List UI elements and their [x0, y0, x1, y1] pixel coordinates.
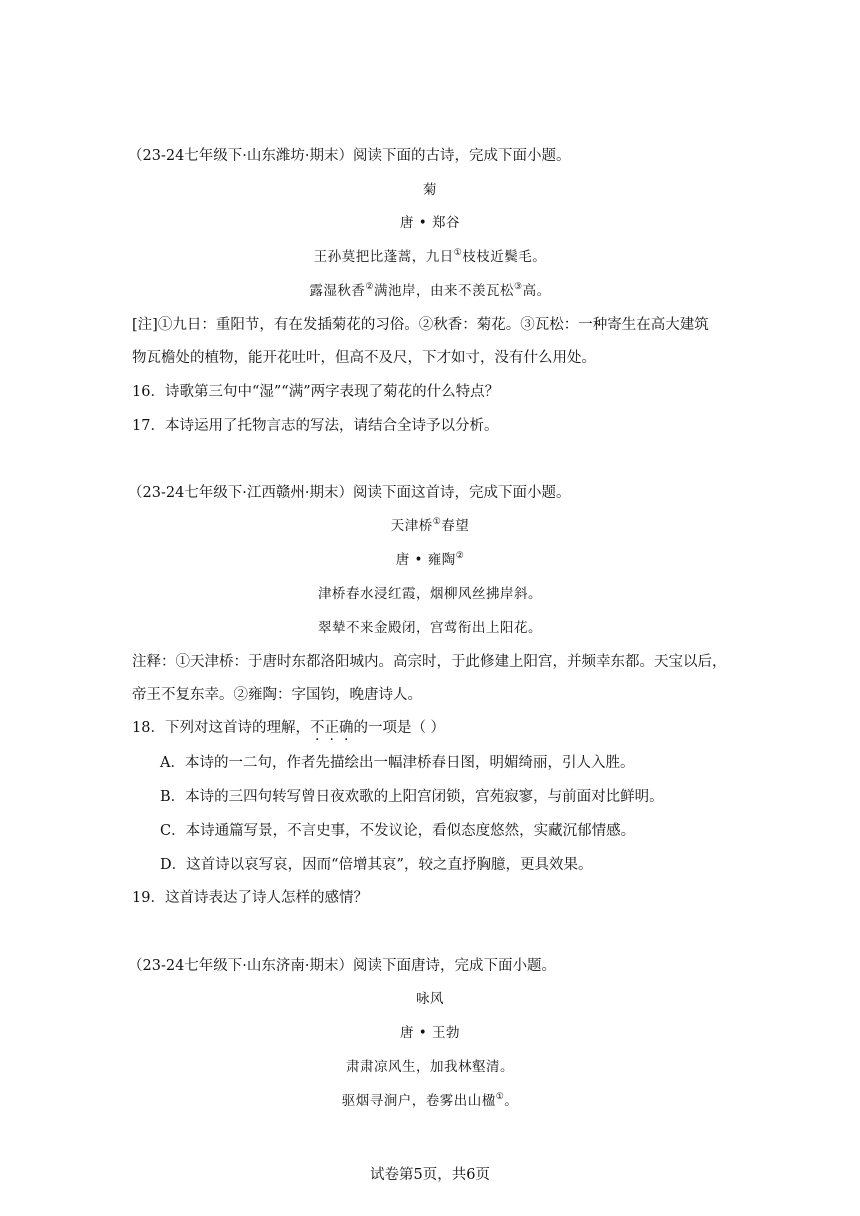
question-16: 16．诗歌第三句中“湿”“满”两字表现了菊花的什么特点？ [132, 384, 500, 400]
poem1-title: 菊 [423, 182, 437, 198]
emphasis-dot-char: 确 [338, 720, 354, 736]
poem2-line1: 津桥春水浸红霞，烟柳风丝拂岸斜。 [318, 586, 542, 602]
section2-intro: （23-24七年级下·江西赣州·期末）阅读下面这首诗，完成下面小题。 [128, 485, 571, 501]
poem2-title: 天津桥①春望 [390, 517, 470, 534]
option-c: C．本诗通篇写景，不言史事，不发议论，看似态度悠然，实藏沉郁情感。 [160, 823, 636, 839]
emphasis-dot-char: 正 [324, 720, 339, 736]
poem2-note-line1: 注释：①天津桥：于唐时东都洛阳城内。高宗时，于此修建上阳宫，并频幸东都。天宝以后， [132, 654, 727, 670]
page-footer: 试卷第5页，共6页 [370, 1167, 490, 1183]
poem3-line1: 肃肃凉风生，加我林壑清。 [346, 1059, 514, 1075]
poem1-line2: 露湿秋香②满池岸，由来不羡瓦松③高。 [309, 282, 551, 299]
question-19: 19．这首诗表达了诗人怎样的感情？ [132, 890, 368, 906]
poem3-author: 唐 • 王勃 [399, 1025, 461, 1041]
option-b: B．本诗的三四句转写曾日夜欢歌的上阳宫闭锁，宫苑寂寥，与前面对比鲜明。 [160, 789, 664, 805]
poem1-author: 唐 • 郑谷 [399, 215, 461, 231]
poem2-note-line2: 帝王不复东幸。②雍陶：字国钧，晚唐诗人。 [132, 687, 422, 703]
poem1-note-line2: 物瓦檐处的植物，能开花吐叶，但高不及尺，下才如寸，没有什么用处。 [132, 350, 596, 366]
poem3-title: 咏风 [416, 991, 444, 1007]
poem1-note-line1: [注]①九日：重阳节，有在发插菊花的习俗。②秋香：菊花。③瓦松：一种寄生在高大建筑 [132, 317, 709, 333]
question-17: 17．本诗运用了托物言志的写法，请结合全诗予以分析。 [132, 418, 499, 434]
poem3-line2: 驱烟寻涧户，卷雾出山楹①。 [341, 1092, 519, 1109]
poem1-line1: 王孙莫把比蓬蒿，九日①枝枝近鬓毛。 [313, 248, 547, 265]
section3-intro: （23-24七年级下·山东济南·期末）阅读下面唐诗，完成下面小题。 [128, 958, 557, 974]
option-a: A．本诗的一二句，作者先描绘出一幅津桥春日图，明媚绮丽，引人入胜。 [160, 755, 635, 771]
option-d: D．这首诗以哀写哀，因而“倍增其哀”，较之直抒胸臆，更具效果。 [160, 857, 593, 873]
emphasis-dot-char: 不 [309, 720, 325, 736]
poem2-author: 唐 • 雍陶② [395, 551, 465, 568]
poem2-line2: 翠辇不来金殿闭，宫莺衔出上阳花。 [318, 620, 542, 636]
question-18: 18．下列对这首诗的理解，不正确的一项是（ ） [132, 720, 446, 736]
section1-intro: （23-24七年级下·山东潍坊·期末）阅读下面的古诗，完成下面小题。 [128, 148, 571, 164]
